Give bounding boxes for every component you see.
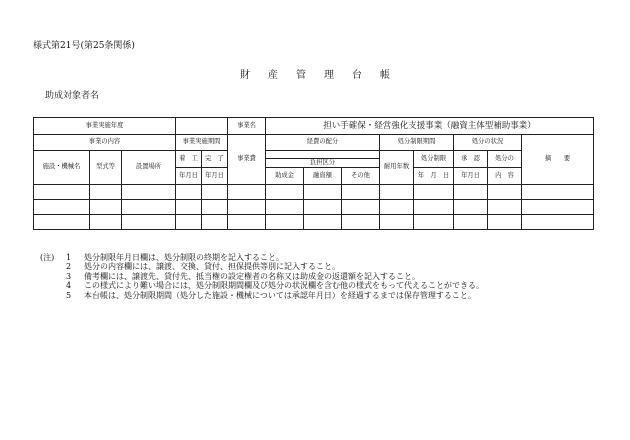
table-cell[interactable] [228, 200, 266, 215]
header-disposal-status: 処分の状況 [454, 135, 522, 151]
header-disposal-of: 処分の [488, 151, 522, 168]
table-cell[interactable] [228, 215, 266, 230]
asset-ledger-table [33, 117, 594, 230]
table-cell[interactable] [90, 215, 122, 230]
table-cell[interactable] [414, 200, 454, 215]
header-ymd-complete: 年月日 [202, 168, 228, 185]
table-cell[interactable] [122, 200, 176, 215]
table-cell[interactable] [304, 185, 342, 200]
table-cell[interactable] [304, 215, 342, 230]
table-cell[interactable] [266, 215, 304, 230]
note-number: 4 [66, 281, 72, 291]
table-cell[interactable] [122, 185, 176, 200]
header-content: 内 容 [488, 168, 522, 185]
header-ymd-disposal-limit: 年 月 日 [414, 168, 454, 185]
header-facility-name: 施設・機械名 [34, 151, 90, 185]
note-text: 処分の内容欄には、譲渡、交換、貸付、担保提供等別に記入すること。 [84, 262, 340, 272]
group-header-row [34, 135, 594, 151]
table-row [34, 215, 594, 230]
header-model: 型式等 [90, 151, 122, 185]
header-project-content: 事業の内容 [34, 135, 176, 151]
table-cell[interactable] [228, 185, 266, 200]
table-cell[interactable] [34, 215, 90, 230]
header-other: その他 [342, 168, 380, 185]
header-disposal-limit: 処分制限期間 [380, 135, 454, 151]
table-cell[interactable] [202, 185, 228, 200]
subject-label: 助成対象者名 [45, 91, 100, 101]
table-cell[interactable] [202, 200, 228, 215]
table-cell[interactable] [342, 185, 380, 200]
notes-section [40, 253, 484, 300]
header-approval: 承 認 [454, 151, 488, 168]
table-cell[interactable] [488, 200, 522, 215]
table-cell[interactable] [454, 200, 488, 215]
column-header-row-1 [34, 151, 594, 159]
header-start: 着 工 [176, 151, 202, 168]
table-cell[interactable] [380, 185, 414, 200]
note-text: 本台帳は、処分制限期間（処分した施設・機械については承認年月日）を経過するまでは保存管理すること。 [84, 290, 476, 300]
table-cell[interactable] [176, 185, 202, 200]
table-cell[interactable] [266, 185, 304, 200]
table-cell[interactable] [414, 215, 454, 230]
table-cell[interactable] [380, 200, 414, 215]
table-cell[interactable] [454, 215, 488, 230]
table-cell[interactable] [488, 185, 522, 200]
note-item [40, 281, 484, 290]
note-text: この様式により難い場合には、処分制限期間欄及び処分の状況欄を含む他の様式をもって代えることができる。 [84, 281, 484, 291]
table-cell[interactable] [522, 215, 594, 230]
table-cell[interactable] [522, 200, 594, 215]
table-cell[interactable] [380, 215, 414, 230]
table-cell[interactable] [342, 200, 380, 215]
note-number: 5 [66, 290, 72, 300]
note-number: 1 [66, 253, 72, 262]
table-cell[interactable] [122, 215, 176, 230]
table-cell[interactable] [266, 200, 304, 215]
table-cell[interactable] [90, 200, 122, 215]
table-cell[interactable] [90, 185, 122, 200]
header-project-period: 事業実施期間 [176, 135, 228, 151]
table-cell[interactable] [34, 185, 90, 200]
table-cell[interactable] [454, 185, 488, 200]
note-item [40, 272, 484, 281]
table-cell[interactable] [488, 215, 522, 230]
cost-share-spacer [266, 151, 380, 159]
table-cell[interactable] [414, 185, 454, 200]
note-number: 3 [66, 271, 72, 281]
table-row [34, 185, 594, 200]
table-cell[interactable] [342, 215, 380, 230]
note-item [40, 253, 484, 262]
header-loan: 融資額 [304, 168, 342, 185]
header-subsidy: 助成金 [266, 168, 304, 185]
table-cell[interactable] [34, 200, 90, 215]
header-project-cost: 事業費 [228, 135, 266, 185]
note-item [40, 262, 484, 271]
form-number: 様式第21号(第25条関係) [33, 41, 135, 51]
header-cost-share: 経費の配分 [266, 135, 380, 151]
header-burden-category: 負担区分 [266, 159, 380, 168]
note-text: 処分制限年月日欄は、処分制限の終期を記入すること。 [84, 253, 284, 262]
note-text: 備考欄には、譲渡先、貸付先、抵当権の設定権者の名称又は助成金の返還額を記入すること。 [84, 271, 420, 281]
table-cell[interactable] [304, 200, 342, 215]
table-cell[interactable] [176, 215, 202, 230]
note-item [40, 291, 484, 300]
table-cell[interactable] [202, 215, 228, 230]
page-title: 財産管理台帳 [240, 70, 408, 81]
project-header-row [34, 118, 594, 135]
header-ymd-start: 年月日 [176, 168, 202, 185]
table-row [34, 200, 594, 215]
table-cell[interactable] [176, 200, 202, 215]
header-location: 設置場所 [122, 151, 176, 185]
project-name-value: 担い手確保・経営強化支援事業（融資主体型補助事業） [266, 118, 594, 135]
fiscal-year-value[interactable] [176, 118, 228, 135]
header-remarks: 摘 要 [522, 135, 594, 185]
project-name-label: 事業名 [228, 118, 266, 135]
header-disposal-limit-date: 処分制限 [414, 151, 454, 168]
table-cell[interactable] [522, 185, 594, 200]
header-useful-life: 耐用年数 [380, 151, 414, 185]
header-ymd-approval: 年月日 [454, 168, 488, 185]
notes-head: (注) [40, 253, 55, 262]
header-complete: 完 了 [202, 151, 228, 168]
fiscal-year-label: 事業実施年度 [34, 118, 176, 135]
note-number: 2 [66, 262, 72, 272]
